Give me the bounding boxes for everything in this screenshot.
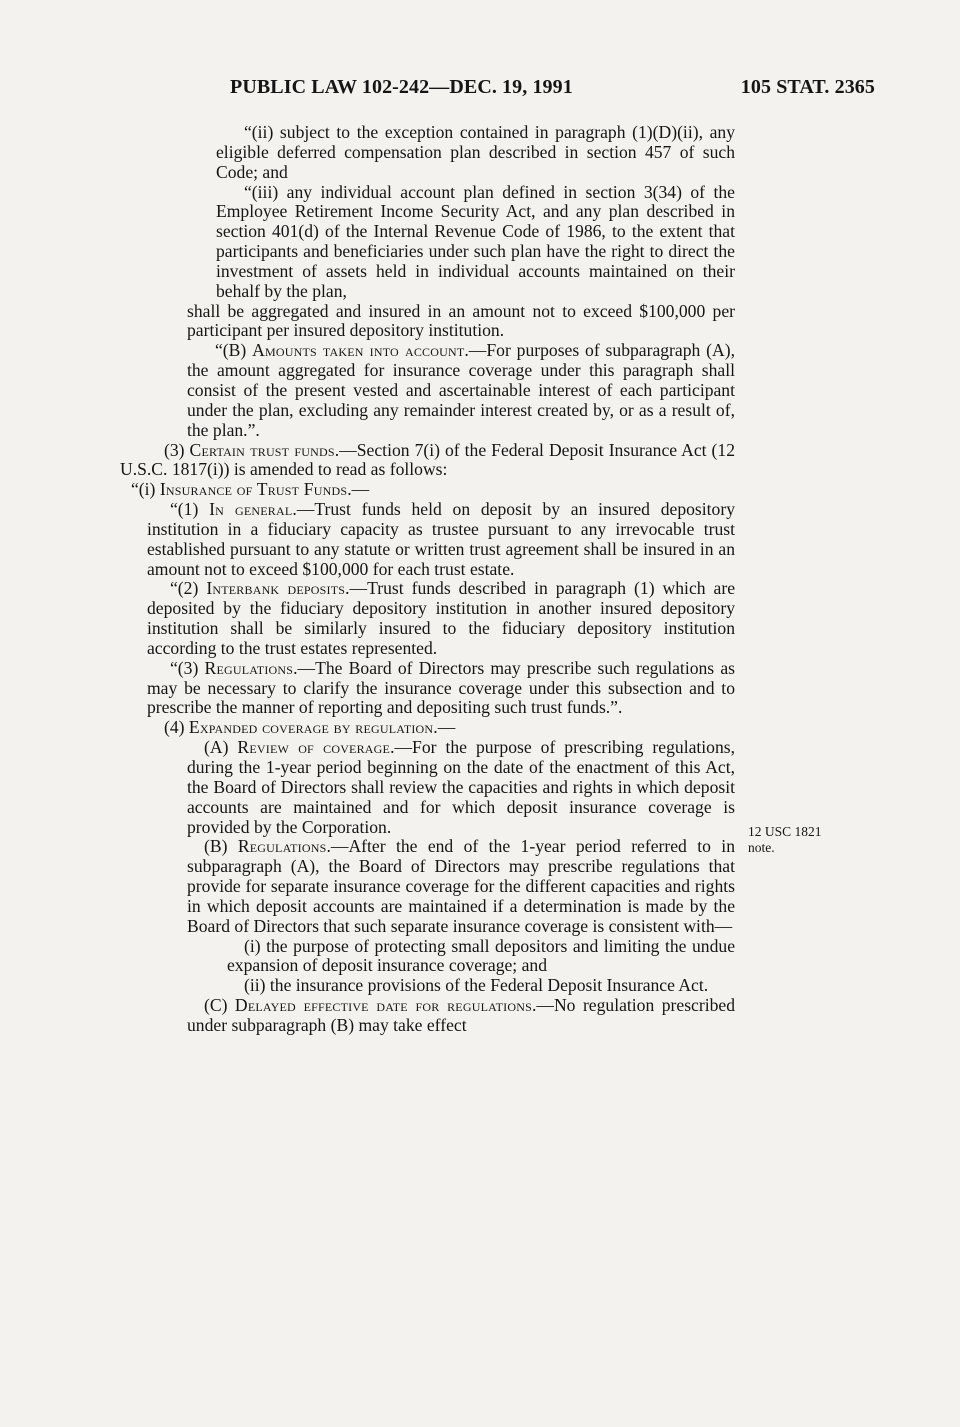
subparagraph-B-text: .—For purposes of subparagraph (A), the amount aggregated for insurance coverage under this paragraph shall consist of the present vested and ascertainable interest of each participant under the plan, excluding any remainder interest created by, or as a result of, the plan.”. (187, 340, 735, 440)
paragraph-3-regs-heading: Regulations (204, 657, 294, 678)
paragraph-3-trust-funds (120, 441, 735, 481)
subparagraph-B-amounts (187, 341, 735, 440)
usc-citation: 12 USC 1821 (748, 824, 822, 839)
clause-i-protecting: (i) the purpose of protecting small depositors and limiting the undue expansion of deposit insurance coverage; and (227, 935, 735, 976)
paragraph-4-dash: .— (433, 717, 456, 738)
subparagraph-A-text: .—For the purpose of prescribing regulations, during the 1-year period beginning on the date of the enactment of this Act, the Board of Directors shall review the capacities and rights in which deposit accounts are maintained and for which deposit insurance coverage is provided by the Corporation. (187, 737, 736, 837)
subparagraph-A-review (187, 738, 735, 837)
paragraph-4-heading: Expanded coverage by regulation (188, 717, 434, 738)
paragraph-3-text: .—Section 7(i) of the Federal Deposit Insurance Act (12 U.S.C. 1817(i)) is amended to read as follows: (120, 439, 735, 480)
subparagraph-B-prefix: “(B) (215, 340, 253, 361)
paragraph-3-regs-prefix: “(3) (170, 657, 205, 678)
paragraph-4-expanded-coverage (164, 718, 735, 738)
statute-body (0, 123, 960, 1036)
subsection-i-title: Insurance of Trust Funds (159, 479, 348, 500)
public-law-citation: PUBLIC LAW 102-242—DEC. 19, 1991 (230, 76, 573, 98)
paragraph-2-text: .—Trust funds described in paragraph (1) which are deposited by the fiduciary depository institution in another insured depository institution shall be similarly insured to the fiduciary depository institution according to the trust estates represented. (147, 578, 736, 658)
paragraph-2-prefix: “(2) (170, 578, 207, 599)
subparagraph-B-heading: Amounts taken into account (252, 340, 465, 361)
paragraph-aggregated: shall be aggregated and insured in an amount not to exceed $100,000 per participant per insured depository institution. (187, 300, 735, 341)
paragraph-2-heading: Interbank deposits (206, 578, 346, 599)
usc-margin-note (748, 824, 822, 856)
subparagraph-A-heading: Review of coverage (237, 737, 391, 758)
subparagraph-B2-prefix: (B) (204, 836, 238, 857)
subsection-i-heading (131, 480, 735, 500)
paragraph-3-prefix: (3) (164, 439, 190, 460)
subparagraph-C-prefix: (C) (204, 995, 235, 1016)
paragraph-iii-individual-account: “(iii) any individual account plan defined in section 3(34) of the Employee Retirement Income Security Act, and any plan described in section 401(d) of the Internal Revenue Code of 1986, to the extent that participants and beneficiaries under such plan have the right to direct the investment of assets held in individual accounts maintained on their behalf by the plan, (216, 181, 735, 301)
paragraph-2-interbank (147, 579, 735, 658)
subparagraph-C-text: .—No regulation prescribed under subparagraph (B) may take effect (187, 995, 736, 1035)
clause-ii-insurance-provisions: (ii) the insurance provisions of the Federal Deposit Insurance Act. (244, 975, 709, 996)
subparagraph-C-delayed (187, 996, 735, 1036)
paragraph-3-regulations (147, 659, 735, 719)
paragraph-1-prefix: “(1) (170, 499, 210, 520)
subparagraph-B2-text: .—After the end of the 1-year period referred to in subparagraph (A), the Board of Directors may prescribe regulations that provide for separate insurance coverage for the different capacities and rights in which deposit accounts are maintained if a determination is made by the Board of Directors that such separate insurance coverage is consistent with— (187, 836, 735, 936)
usc-note-label: note. (748, 840, 775, 855)
paragraph-4-prefix: (4) (164, 717, 189, 738)
stat-page-number: 105 STAT. 2365 (740, 76, 875, 98)
subparagraph-B-regulations (187, 837, 735, 936)
paragraph-1-in-general (147, 500, 735, 579)
subparagraph-C-heading: Delayed effective date for regulations (234, 995, 532, 1016)
subparagraph-A-prefix: (A) (204, 737, 238, 758)
subparagraph-B2-heading: Regulations (237, 836, 327, 857)
paragraph-1-text: .—Trust funds held on deposit by an insured depository institution in a fiduciary capacity as trustee pursuant to any irrevocable trust established pursuant to any statute or written trust agreement shall be insured in an amount not to exceed $100,000 for each trust estate. (147, 499, 735, 579)
paragraph-1-heading: In general (209, 499, 293, 520)
paragraph-ii-subject: “(ii) subject to the exception contained in paragraph (1)(D)(ii), any eligible deferred compensation plan described in section 457 of such Code; and (216, 122, 735, 182)
subsection-i-dash: .— (347, 479, 370, 500)
subsection-i-prefix: “(i) (131, 479, 160, 500)
paragraph-3-heading: Certain trust funds (189, 439, 335, 460)
paragraph-3-regs-text: .—The Board of Directors may prescribe such regulations as may be necessary to clarify the insurance coverage under this subsection and to prescribe the manner of reporting and depositing such trust funds.”. (147, 657, 735, 718)
